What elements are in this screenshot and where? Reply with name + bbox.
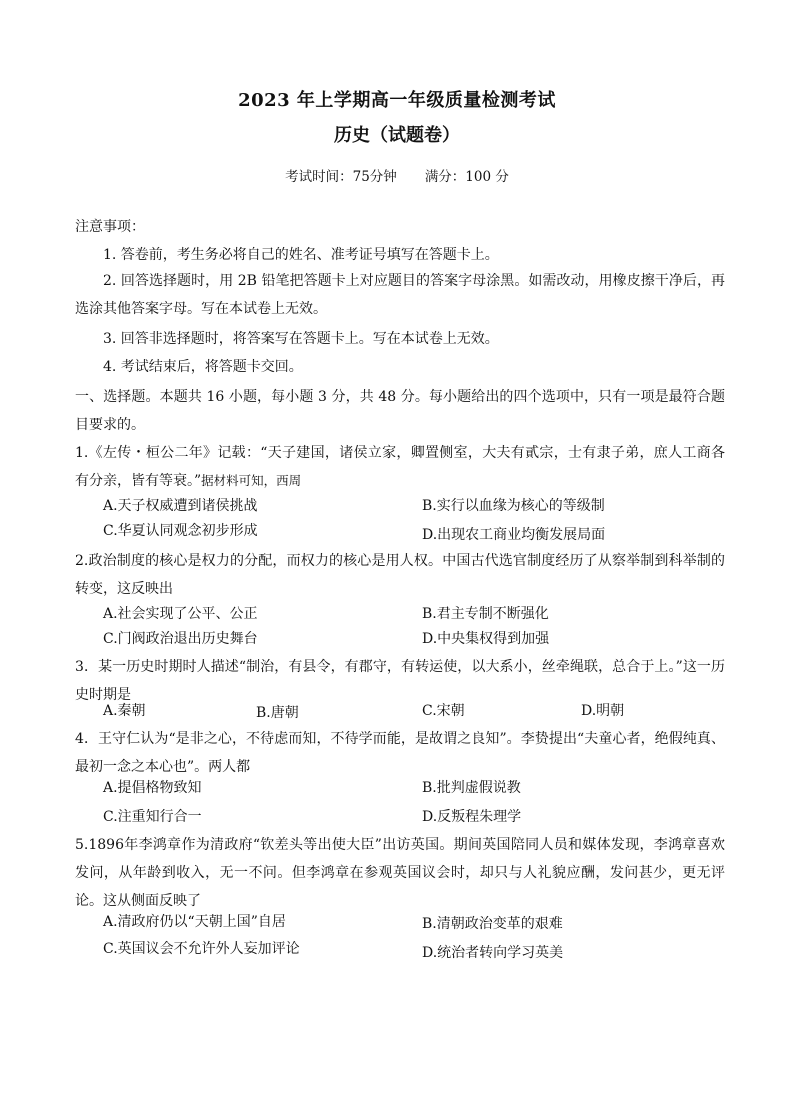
q5-option-b: B.清朝政治变革的艰难 bbox=[422, 916, 563, 932]
q5-option-c: C.英国议会不允许外人妄加评论 bbox=[103, 941, 300, 957]
q1-option-d: D.出现农工商业均衡发展局面 bbox=[422, 527, 606, 543]
exam-subtitle: 历史（试题卷） bbox=[334, 125, 460, 146]
q2-option-a: A.社会实现了公平、公正 bbox=[103, 606, 258, 622]
q5-option-a: A.清政府仍以“天朝上国”自居 bbox=[103, 914, 286, 930]
q3-option-c: C.宋朝 bbox=[422, 703, 465, 719]
q4-option-b: B.批判虚假说教 bbox=[422, 780, 521, 796]
exam-time: 考试时间：75分钟 bbox=[285, 169, 397, 185]
notes-heading: 注意事项： bbox=[75, 219, 145, 235]
note-item-4: 4. 考试结束后，将答题卡交回。 bbox=[103, 359, 303, 375]
q1-option-c: C.华夏认同观念初步形成 bbox=[103, 523, 258, 539]
exam-meta bbox=[0, 165, 794, 185]
q4-option-d: D.反叛程朱理学 bbox=[422, 809, 522, 825]
note-item-3: 3. 回答非选择题时，将答案写在答题卡上。写在本试卷上无效。 bbox=[103, 331, 499, 347]
note-item-2: 2. 回答选择题时，用 2B 铅笔把答题卡上对应题目的答案字母涂黑。如需改动，用橡皮擦干净后，再选涂其他答案字母。写在本试卷上无效。 bbox=[75, 273, 725, 317]
question-5-stem: 5.1896年李鸿章作为清政府“钦差头等出使大臣”出访英国。期间英国陪同人员和媒体发现，李鸿章喜欢发问，从年龄到收入，无一不问。但李鸿章在参观英国议会时，却只与人礼貌应酬，发问甚少，更无评论。这从侧面反映了 bbox=[75, 837, 725, 909]
q3-option-b: B.唐朝 bbox=[256, 705, 299, 721]
q4-option-c: C.注重知行合一 bbox=[103, 809, 202, 825]
q2-option-d: D.中央集权得到加强 bbox=[422, 631, 550, 647]
question-1-stem bbox=[75, 439, 725, 495]
exam-title: 2023 年上学期高一年级质量检测考试 bbox=[238, 90, 556, 111]
q1-option-a: A.天子权威遭到诸侯挑战 bbox=[103, 498, 258, 514]
question-4-stem: 4．王守仁认为“是非之心，不待虑而知，不待学而能，是故谓之良知”。李贽提出“夫童心者，绝假纯真、最初一念之本心也”。两人都 bbox=[75, 731, 725, 775]
q2-option-b: B.君主专制不断强化 bbox=[422, 606, 549, 622]
q4-option-a: A.提倡格物致知 bbox=[103, 780, 202, 796]
q3-option-d: D.明朝 bbox=[581, 703, 625, 719]
q1-option-b: B.实行以血缘为核心的等级制 bbox=[422, 498, 605, 514]
note-item-1: 1. 答卷前，考生务必将自己的姓名、准考证号填写在答题卡上。 bbox=[103, 247, 499, 263]
question-1-stem-main: 1.《左传・桓公二年》记载：“天子建国，诸侯立家，卿置侧室，大夫有貳宗，士有隶子弟，庶人工商各有分亲，皆有等衰。” bbox=[75, 445, 725, 489]
question-2-stem: 2.政治制度的核心是权力的分配，而权力的核心是用人权。中国古代选官制度经历了从察举制到科举制的转变，这反映出 bbox=[75, 553, 725, 597]
question-3-stem: 3．某一历史时期时人描述“制治，有县令，有郡守，有转运使，以大系小，丝牵绳联，总合于上。”这一历史时期是 bbox=[75, 659, 725, 703]
q2-option-c: C.门阀政治退出历史舞台 bbox=[103, 631, 258, 647]
exam-score: 满分：100 分 bbox=[424, 169, 509, 185]
question-1-stem-tail: 据材料可知，西周 bbox=[201, 473, 302, 488]
q5-option-d: D.统治者转向学习英美 bbox=[422, 945, 564, 961]
section-heading: 一、选择题。本题共 16 小题，每小题 3 分，共 48 分。每小题给出的四个选项中，只有一项是最符合题目要求的。 bbox=[75, 389, 725, 433]
q3-option-a: A.秦朝 bbox=[103, 703, 146, 719]
